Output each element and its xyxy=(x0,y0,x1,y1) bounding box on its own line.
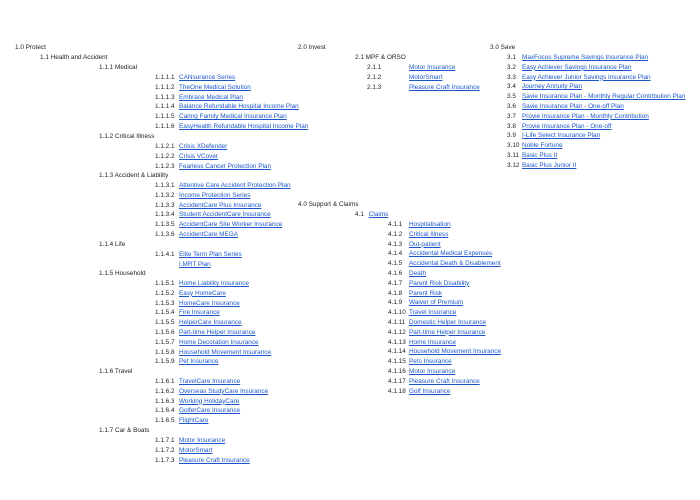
list-item xyxy=(155,319,242,327)
item-number: 4.1.16 xyxy=(388,368,406,375)
list-item xyxy=(155,74,235,82)
item-link[interactable]: Overseas StudyCare Insurance xyxy=(179,387,269,395)
section-support-title: 4.0 Support & Claims xyxy=(298,201,359,208)
list-item xyxy=(388,299,463,307)
item-number: 1.1.1.2 xyxy=(155,83,175,91)
list-item xyxy=(388,378,480,386)
claims-num: 4.1 xyxy=(355,211,364,218)
item-number: 3.4 xyxy=(507,83,516,91)
item-link[interactable]: Pet Insurance xyxy=(179,358,219,366)
household-title: 1.1.5 Household xyxy=(99,270,146,277)
list-item xyxy=(367,64,455,72)
car-boats-title: 1.1.7 Car & Boats xyxy=(99,427,150,434)
item-number: 1.1.7.2 xyxy=(155,446,175,454)
item-link[interactable]: Death xyxy=(409,270,427,277)
item-number: 1.1.3.3 xyxy=(155,201,175,209)
item-link[interactable]: Pleasure Craft Insurance xyxy=(409,83,480,91)
list-item xyxy=(388,358,452,366)
mpf-orso-title: 2.1 MPF & ORSO xyxy=(355,54,406,61)
list-item xyxy=(388,319,486,327)
item-link[interactable]: I-Life Select Insurance Plan xyxy=(522,132,601,140)
item-link[interactable]: Critical Illness xyxy=(409,230,449,238)
item-number: 1.1.5.7 xyxy=(155,338,175,346)
list-item xyxy=(155,329,255,337)
list-item xyxy=(507,74,651,82)
list-item xyxy=(507,83,582,91)
item-link[interactable]: AccidentCare Site Worker Insurance xyxy=(179,221,283,229)
list-item xyxy=(388,221,451,229)
list-item xyxy=(507,64,631,72)
list-item xyxy=(388,280,469,288)
item-number: 2.1.2 xyxy=(367,73,382,81)
item-number: 1.1.6.4 xyxy=(155,407,175,415)
list-item xyxy=(507,142,563,150)
item-number: 1.1.1.5 xyxy=(155,113,175,121)
list-item xyxy=(155,388,268,396)
item-link[interactable]: Waiver of Premium xyxy=(409,299,464,307)
item-link[interactable]: MaxFocus Supreme Savings Insurance Plan xyxy=(522,54,649,61)
list-item xyxy=(507,113,649,121)
item-number: 1.1.4.1 xyxy=(155,251,175,258)
item-number: 4.1.6 xyxy=(388,270,403,277)
list-item xyxy=(155,153,218,161)
item-number: 2.1.1 xyxy=(367,64,382,71)
list-item xyxy=(155,280,249,288)
item-link[interactable]: Easy Achiever Junior Savings Insurance Plan xyxy=(522,73,651,81)
item-link[interactable]: CANsurance Series xyxy=(179,74,236,81)
list-item xyxy=(155,123,308,131)
list-item xyxy=(507,123,611,131)
item-number: 3.3 xyxy=(507,73,516,81)
item-link[interactable]: Working HolidayCare xyxy=(179,397,240,405)
list-item xyxy=(155,231,238,239)
item-number: 1.1.1.3 xyxy=(155,93,175,101)
item-number: 4.1.12 xyxy=(388,328,406,336)
list-item xyxy=(388,339,456,347)
item-link[interactable]: Parent Risk xyxy=(409,289,443,297)
item-link[interactable]: Crisis XDefender xyxy=(179,143,228,150)
item-link[interactable]: GolferCare Insurance xyxy=(179,407,241,415)
item-link[interactable]: Savie Insurance Plan - Monthly Regular Contribution Plan xyxy=(522,93,686,101)
item-number: 3.8 xyxy=(507,122,516,130)
item-number: 4.1.3 xyxy=(388,240,403,248)
item-link[interactable]: Journey Annuity Plan xyxy=(522,83,583,91)
list-item xyxy=(155,94,243,102)
item-link[interactable]: Pleasure Craft Insurance xyxy=(179,456,250,464)
list-item xyxy=(155,211,271,219)
item-link[interactable]: Domestic Helper Insurance xyxy=(409,319,487,326)
item-number: 3.5 xyxy=(507,93,516,101)
item-number: 4.1.2 xyxy=(388,230,403,238)
item-number: 1.1.5.2 xyxy=(155,289,175,297)
item-link[interactable]: Attentive Care Accident Protection Plan xyxy=(179,182,291,189)
list-item xyxy=(155,309,220,317)
item-link[interactable]: Fearless Cancer Protection Plan xyxy=(179,162,271,170)
item-number: 1.1.2.1 xyxy=(155,143,175,150)
item-link[interactable]: Embrace Medical Plan xyxy=(179,93,243,101)
item-link[interactable]: Household Movement Insurance xyxy=(409,348,502,356)
life-title: 1.1.4 Life xyxy=(99,241,126,248)
list-item xyxy=(367,84,480,92)
item-link[interactable]: MotorSmart xyxy=(409,73,443,81)
item-number: 4.1.13 xyxy=(388,338,406,346)
travel-title: 1.1.6 Travel xyxy=(99,368,133,375)
list-item xyxy=(388,368,455,376)
item-number: 1.1.1.1 xyxy=(155,74,175,81)
item-number: 4.1.15 xyxy=(388,358,406,366)
list-item xyxy=(155,300,240,308)
item-link[interactable]: Accidental Death & Disablement xyxy=(409,260,501,268)
item-link[interactable]: Home Decoration Insurance xyxy=(179,338,259,346)
item-link[interactable]: Parent Risk Disability xyxy=(409,279,470,287)
accident-liability-title: 1.1.3 Accident & Liability xyxy=(99,172,169,179)
item-link[interactable]: Fire Insurance xyxy=(179,309,220,317)
item-number: 1.1.7.1 xyxy=(155,437,175,444)
item-number: 3.9 xyxy=(507,132,516,140)
item-link[interactable]: Basic Plus II xyxy=(522,152,558,159)
list-item xyxy=(155,457,250,465)
list-item xyxy=(155,349,271,357)
item-link[interactable]: Accidental Medical Expenses xyxy=(409,250,493,258)
list-item xyxy=(155,113,287,121)
item-link[interactable]: Income Protection Series xyxy=(179,191,251,199)
item-link[interactable]: Easy HomeCare xyxy=(179,289,226,297)
list-item xyxy=(507,152,557,160)
list-item xyxy=(388,388,451,396)
item-link[interactable]: TheOne Medical Solution xyxy=(179,83,251,91)
list-item xyxy=(155,251,242,259)
item-number: 1.1.6.3 xyxy=(155,397,175,405)
item-number: 1.1.6.1 xyxy=(155,378,175,385)
item-link[interactable]: Travel Insurance xyxy=(409,309,457,317)
item-link[interactable]: AccidentCare Plus Insurance xyxy=(179,201,262,209)
list-item xyxy=(388,231,448,239)
item-number: 1.1.5.4 xyxy=(155,309,175,317)
item-number: 1.1.5.3 xyxy=(155,299,175,307)
item-number: 3.11 xyxy=(507,152,519,159)
item-link[interactable]: Part-time Helper Insurance xyxy=(409,328,486,336)
item-number: 4.1.1 xyxy=(388,221,403,228)
claims-link[interactable]: Claims xyxy=(368,211,389,218)
critical-illness-title: 1.1.2 Critical Illness xyxy=(99,133,155,140)
list-item xyxy=(507,93,685,101)
item-number: 4.1.17 xyxy=(388,377,406,385)
list-item xyxy=(388,309,456,317)
list-item xyxy=(155,407,240,415)
item-number: 3.2 xyxy=(507,63,516,71)
item-number: 1.1.3.1 xyxy=(155,182,175,189)
item-link[interactable]: TravelCare Insurance xyxy=(179,378,241,385)
list-item xyxy=(388,250,492,258)
item-link[interactable]: Balance Refundable Hospital Income Plan xyxy=(179,103,299,111)
item-link[interactable]: FlightCare xyxy=(179,417,209,425)
list-item xyxy=(155,143,227,151)
item-link[interactable]: I.MRT Plan xyxy=(179,260,211,268)
claims-row xyxy=(355,211,388,219)
list-item xyxy=(155,192,250,200)
list-item xyxy=(155,103,299,111)
list-item xyxy=(155,84,251,92)
list-item xyxy=(507,132,600,140)
item-link[interactable]: EasyHealth Refundable Hospital Income Plan xyxy=(179,123,309,130)
list-item xyxy=(388,241,441,249)
list-item xyxy=(388,260,501,268)
item-number: 1.1.1.4 xyxy=(155,103,175,111)
item-link[interactable]: Hospitalisation xyxy=(409,221,451,228)
item-number: 4.1.5 xyxy=(388,260,403,268)
list-item xyxy=(155,437,225,445)
item-link[interactable]: MotorSmart xyxy=(179,446,213,454)
item-link[interactable]: Golf Insurance xyxy=(409,387,451,395)
item-link[interactable]: Home Insurance xyxy=(409,338,456,346)
item-link[interactable]: Pets Insurance xyxy=(409,358,452,366)
list-item xyxy=(155,358,218,366)
list-item xyxy=(155,163,271,171)
list-item xyxy=(507,162,576,170)
item-link[interactable]: HomeCare Insurance xyxy=(179,299,240,307)
item-number: 1.1.3.6 xyxy=(155,231,175,238)
list-item xyxy=(155,261,211,269)
list-item xyxy=(155,417,208,425)
section-invest-title: 2.0 Invest xyxy=(298,44,326,51)
list-item xyxy=(155,339,259,347)
item-number: 4.1.4 xyxy=(388,250,403,258)
list-item xyxy=(388,290,442,298)
item-number: 1.1.3.2 xyxy=(155,191,175,199)
list-item xyxy=(155,221,282,229)
item-number: 1.1.3.4 xyxy=(155,211,175,219)
list-item xyxy=(367,74,442,82)
health-accident-title: 1.1 Health and Accident xyxy=(40,54,108,61)
list-item xyxy=(507,103,624,111)
item-number: 4.1.18 xyxy=(388,387,406,395)
item-link[interactable]: Provie Insurance Plan - One-off xyxy=(522,122,612,130)
item-number: 3.6 xyxy=(507,103,516,110)
item-number: 3.10 xyxy=(507,142,520,150)
item-number: 3.7 xyxy=(507,112,516,120)
section-save-title: 3.0 Save xyxy=(490,44,516,51)
item-link[interactable]: Motor Insurance xyxy=(179,437,226,444)
item-number: 3.1 xyxy=(507,54,516,61)
item-number: 1.1.5.5 xyxy=(155,319,175,327)
item-link[interactable]: Home Liability Insurance xyxy=(179,280,249,287)
list-item xyxy=(155,202,261,210)
section-protect-title: 1.0 Protect xyxy=(15,44,46,51)
item-number: 1.1.5.1 xyxy=(155,280,175,287)
item-link[interactable]: Noble Fortune xyxy=(522,142,563,150)
item-number: 1.1.5.6 xyxy=(155,329,175,336)
item-number: 3.12 xyxy=(507,161,520,169)
item-link[interactable]: Student AccidentCare Insurance xyxy=(179,211,271,219)
item-link[interactable]: Easy Achiever Savings Insurance Plan xyxy=(522,63,632,71)
item-link[interactable]: Basic Plus Junior II xyxy=(522,161,577,169)
item-number: 4.1.7 xyxy=(388,279,403,287)
medical-title: 1.1.1 Medical xyxy=(99,64,138,71)
list-item xyxy=(155,290,226,298)
item-link[interactable]: Elite Term Plan Series xyxy=(179,251,242,258)
item-link[interactable]: Pleasure Craft Insurance xyxy=(409,377,480,385)
item-number: 1.1.5.9 xyxy=(155,358,175,366)
item-number: 1.1.2.3 xyxy=(155,162,175,170)
item-number: 1.1.6.2 xyxy=(155,387,175,395)
item-number: 4.1.8 xyxy=(388,289,403,297)
list-item xyxy=(388,270,426,278)
item-number: 1.1.6.5 xyxy=(155,417,175,425)
list-item xyxy=(507,54,648,62)
item-number: 1.1.7.3 xyxy=(155,456,175,464)
item-link[interactable]: Motor Insurance xyxy=(409,64,456,71)
list-item xyxy=(155,398,239,406)
item-number: 4.1.11 xyxy=(388,319,406,326)
item-link[interactable]: HelperCare Insurance xyxy=(179,319,242,327)
list-item xyxy=(388,329,485,337)
item-number: 1.1.2.2 xyxy=(155,152,175,160)
item-number: 1.1.1.6 xyxy=(155,123,175,130)
item-link[interactable]: Provie Insurance Plan - Monthly Contribution xyxy=(522,112,649,120)
item-number: 1.1.5.8 xyxy=(155,348,175,356)
item-link[interactable]: Crisis VCover xyxy=(179,152,219,160)
list-item xyxy=(155,447,212,455)
list-item xyxy=(155,182,291,190)
item-link[interactable]: AccidentCare MEGA xyxy=(179,231,238,238)
item-link[interactable]: Household Movement Insurance xyxy=(179,348,272,356)
item-link[interactable]: Part-time Helper Insurance xyxy=(179,329,256,336)
list-item xyxy=(155,378,240,386)
list-item xyxy=(388,348,501,356)
item-link[interactable]: Caring Family Medical Insurance Plan xyxy=(179,113,287,121)
item-number: 4.1.10 xyxy=(388,309,406,317)
item-number: 4.1.9 xyxy=(388,299,403,307)
item-link[interactable]: Savie Insurance Plan - One-off Plan xyxy=(522,103,624,110)
item-link[interactable]: Out-patient xyxy=(409,240,441,248)
item-number: 4.1.14 xyxy=(388,348,406,356)
item-number: 2.1.3 xyxy=(367,83,382,91)
item-number: 1.1.3.5 xyxy=(155,221,175,229)
item-link[interactable]: Motor Insurance xyxy=(409,368,456,375)
